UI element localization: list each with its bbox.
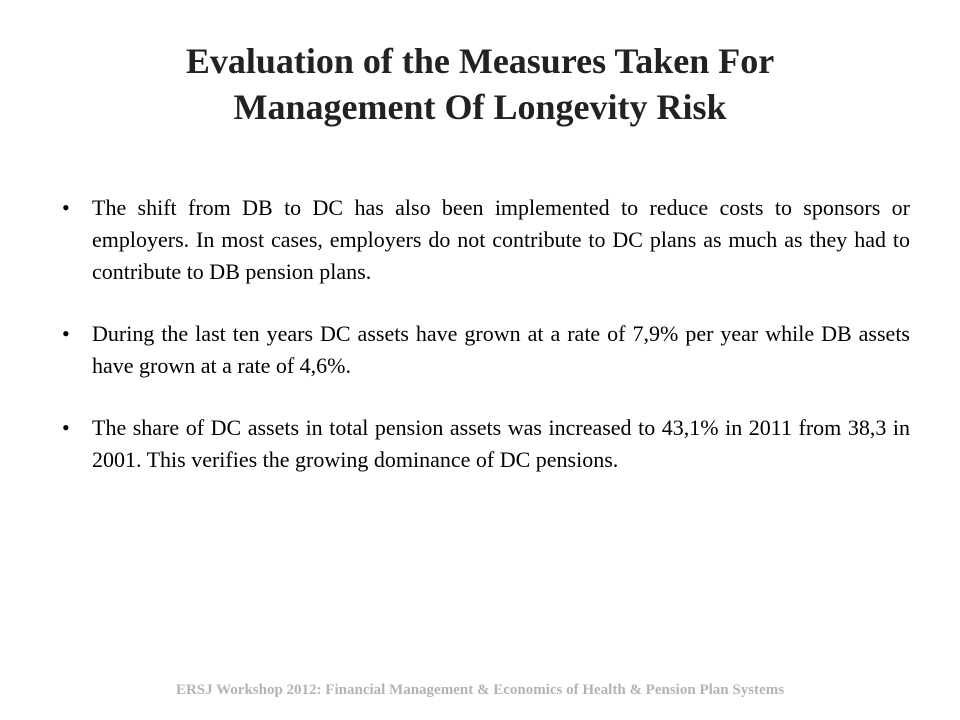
slide-title-line-2: Management Of Longevity Risk — [233, 87, 727, 127]
bullet-text: The share of DC assets in total pension assets was increased to 43,1% in 2011 from 38,3 in 2001. This verifies the growing dominance of DC pensions. — [92, 415, 910, 472]
bullet-item-asset-growth — [62, 318, 910, 382]
bullet-marker: • — [62, 415, 70, 440]
slide-title — [80, 38, 880, 130]
bullet-item-db-to-dc-shift — [62, 192, 910, 288]
bullet-marker: • — [62, 195, 70, 220]
slide-title-line-1: Evaluation of the Measures Taken For — [185, 41, 775, 81]
bullet-text: During the last ten years DC assets have grown at a rate of 7,9% per year while DB assets have grown at a rate of 4,6%. — [92, 321, 910, 378]
bullet-item-dc-share — [62, 412, 910, 476]
bullet-list — [62, 192, 910, 506]
slide-footer: ERSJ Workshop 2012: Financial Management & Economics of Health & Pension Plan Systems — [175, 682, 785, 698]
bullet-text: The shift from DB to DC has also been implemented to reduce costs to sponsors or employers. In most cases, employers do not contribute to DC plans as much as they had to contribute to DB pension plans. — [92, 195, 910, 284]
bullet-marker: • — [62, 321, 70, 346]
